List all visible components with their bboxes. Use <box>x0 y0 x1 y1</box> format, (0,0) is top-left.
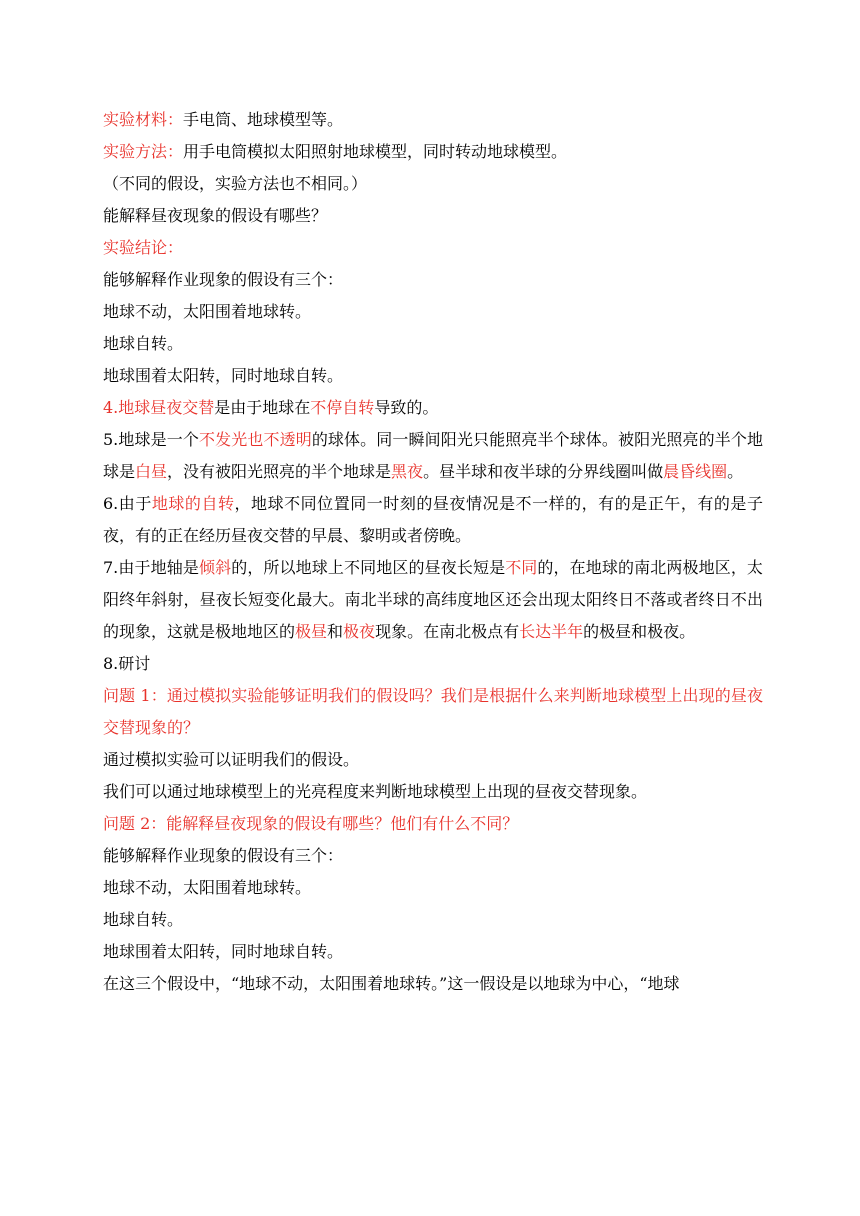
paragraph <box>103 680 763 744</box>
paragraph <box>103 104 763 136</box>
body-text: 通过模拟实验可以证明我们的假设。 <box>103 750 360 769</box>
body-text: 的极昼和极夜。 <box>583 622 696 641</box>
body-text: 手电筒、地球模型等。 <box>183 110 344 129</box>
body-text: 地球不动，太阳围着地球转。 <box>103 302 312 321</box>
highlighted-text: 白昼 <box>135 462 168 481</box>
paragraph <box>103 296 763 328</box>
body-text: 的，所以地球上不同地区的昼夜长短是 <box>231 558 506 577</box>
highlighted-text: 长达半年 <box>519 622 584 641</box>
body-text: 8.研讨 <box>103 654 151 673</box>
highlighted-text: 问题 1：通过模拟实验能够证明我们的假设吗？我们是根据什么来判断地球模型上出现的昼夜交替现象的？ <box>103 686 763 737</box>
body-text: 在这三个假设中，“地球不动，太阳围着地球转。”这一假设是以地球为中心，“地球 <box>103 974 680 993</box>
paragraph <box>103 936 763 968</box>
body-text: 的，在地球的南北两极地区，太阳终年斜射，昼夜长短变化最大。南北半球的高纬度地区还会出现太阳终日不落或者终日不出的现象，这就是极地地区的 <box>103 558 763 641</box>
highlighted-text: 实验材料： <box>103 110 184 129</box>
paragraph <box>103 648 763 680</box>
document-body <box>103 104 763 1000</box>
paragraph <box>103 776 763 808</box>
highlighted-text: 倾斜 <box>198 558 232 577</box>
body-text: 导致的。 <box>374 398 439 417</box>
paragraph <box>103 168 763 200</box>
body-text: 现象。在南北极点有 <box>375 622 520 641</box>
paragraph <box>103 744 763 776</box>
highlighted-text: 晨昏线圈 <box>663 462 728 481</box>
body-text: ，地球不同位置同一时刻的昼夜情况是不一样的，有的是正午，有的是子夜，有的正在经历昼夜交替的早晨、黎明或者傍晚。 <box>103 494 763 545</box>
paragraph <box>103 552 763 648</box>
highlighted-text: 不同 <box>505 558 538 577</box>
paragraph <box>103 968 763 1000</box>
paragraph <box>103 808 763 840</box>
paragraph <box>103 136 763 168</box>
highlighted-text: 黑夜 <box>391 462 424 481</box>
body-text: 。昼半球和夜半球的分界线圈叫做 <box>423 462 664 481</box>
body-text: 地球围着太阳转，同时地球自转。 <box>103 942 344 961</box>
highlighted-text: 极昼 <box>295 622 328 641</box>
highlighted-text: 不停自转 <box>310 398 375 417</box>
highlighted-text: 实验方法： <box>103 142 184 161</box>
highlighted-text: 极夜 <box>343 622 376 641</box>
paragraph <box>103 360 763 392</box>
paragraph <box>103 200 763 232</box>
body-text: 地球围着太阳转，同时地球自转。 <box>103 366 344 385</box>
body-text: ，没有被阳光照亮的半个地球是 <box>167 462 392 481</box>
paragraph <box>103 872 763 904</box>
body-text: 和 <box>327 622 344 641</box>
highlighted-text: 地球的自转 <box>151 494 235 513</box>
body-text: 是由于地球在 <box>214 398 311 417</box>
body-text: 能够解释作业现象的假设有三个： <box>103 846 344 865</box>
highlighted-text: 不发光也不透明 <box>198 430 312 449</box>
paragraph <box>103 840 763 872</box>
highlighted-text: 4.地球昼夜交替 <box>103 398 215 417</box>
highlighted-text: 实验结论： <box>103 238 184 257</box>
body-text: 5.地球是一个 <box>103 430 199 449</box>
body-text: 地球不动，太阳围着地球转。 <box>103 878 312 897</box>
body-text: 能解释昼夜现象的假设有哪些？ <box>103 206 328 225</box>
body-text: 的球体。同一瞬间阳光只能照亮半个球体。被阳光照亮的半个地球是 <box>103 430 763 481</box>
body-text: （不同的假设，实验方法也不相同。） <box>103 174 368 193</box>
paragraph <box>103 232 763 264</box>
body-text: 用手电筒模拟太阳照射地球模型，同时转动地球模型。 <box>183 142 568 161</box>
highlighted-text: 问题 2：能解释昼夜现象的假设有哪些？他们有什么不同？ <box>103 814 519 833</box>
body-text: 地球自转。 <box>103 910 184 929</box>
body-text: 能够解释作业现象的假设有三个： <box>103 270 344 289</box>
paragraph <box>103 424 763 488</box>
body-text: 6.由于 <box>103 494 152 513</box>
body-text: 。 <box>727 462 744 481</box>
body-text: 我们可以通过地球模型上的光亮程度来判断地球模型上出现的昼夜交替现象。 <box>103 782 648 801</box>
paragraph <box>103 328 763 360</box>
body-text: 地球自转。 <box>103 334 184 353</box>
paragraph <box>103 488 763 552</box>
paragraph <box>103 264 763 296</box>
paragraph <box>103 392 763 424</box>
body-text: 7.由于地轴是 <box>103 558 199 577</box>
paragraph <box>103 904 763 936</box>
